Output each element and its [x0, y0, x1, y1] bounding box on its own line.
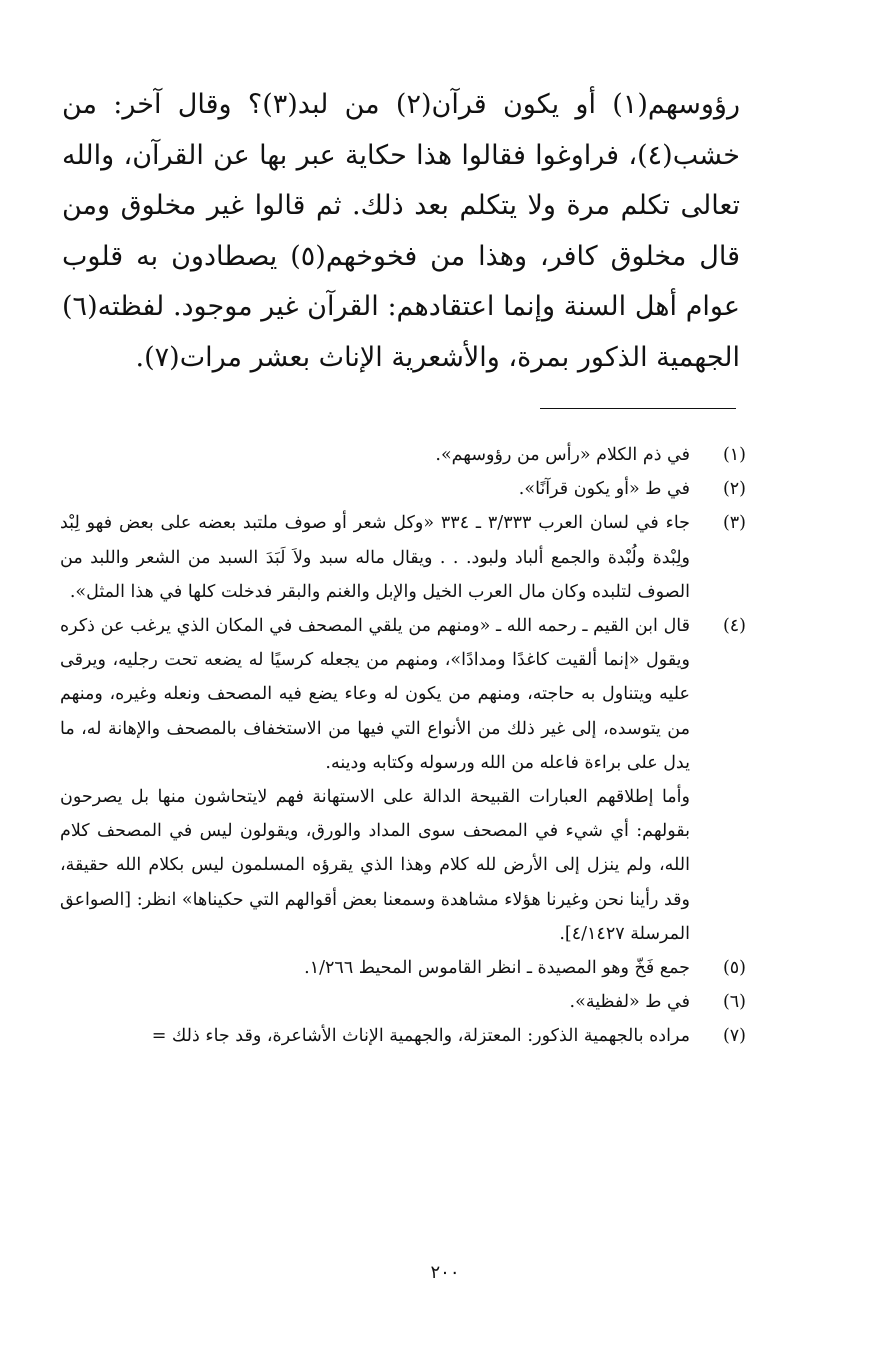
- footnote-number: (١): [722, 445, 746, 465]
- footnote-6: [60, 985, 746, 1019]
- main-text-block: [62, 80, 740, 383]
- footnote-text: جمع فَخّ وهو المصيدة ـ انظر القاموس المحيط ١/٢٦٦.: [304, 958, 690, 979]
- footnote-number: (٢): [722, 479, 746, 500]
- footnote-text: مراده بالجهمية الذكور: المعتزلة، والجهمية الإناث الأشاعرة، وقد جاء ذلك =: [151, 1026, 690, 1047]
- footnote-5: [60, 951, 746, 985]
- footnote-1: [60, 438, 746, 472]
- footnote-number: (٤): [722, 616, 746, 637]
- footnote-text: في ط «أو يكون قرآنًا».: [518, 479, 690, 500]
- footnote-number: (٦): [722, 992, 746, 1013]
- footnote-3: [60, 506, 746, 609]
- footnote-text: جاء في لسان العرب ٣/٣٣٣ ـ ٣٣٤ «وكل شعر أو صوف ملتبد بعضه على بعض فهو لِبْد ولِبْدة ولُبْدة والجمع ألباد ولبود. . . ويقال ماله سبد ولاَ لَبَدَ السبد من الشعر واللبد من الصوف لتلبده وكان مال العرب الخيل والإبل والغنم والبقر فدخلت كلها في هذا المثل».: [60, 513, 690, 602]
- main-paragraph: رؤوسهم(١) أو يكون قرآن(٢) من لبد(٣)؟ وقال آخر: من خشب(٤)، فراوغوا فقالوا هذا حكاية عبر بها عن القرآن، والله تعالى تكلم مرة ولا يتكلم بعد ذلك. ثم قالوا غير مخلوق ومن قال مخلوق كافر، وهذا من فخوخهم(٥) يصطادون به قلوب عوام أهل السنة وإنما اعتقادهم: القرآن غير موجود. لفظته(٦) الجهمية الذكور بمرة، والأشعرية الإناث بعشر مرات(٧).: [62, 89, 740, 373]
- footnote-number: (٣): [722, 513, 746, 534]
- footnote-4: [60, 609, 746, 780]
- footnote-7: [60, 1019, 746, 1053]
- footnotes: [60, 438, 746, 1054]
- footnote-text: قال ابن القيم ـ رحمه الله ـ «ومنهم من يلقي المصحف في المكان الذي يرغب عن ذكره ويقول «إنما ألقيت كاغدًا ومدادًا»، ومنهم من يجعله كرسيًا له يضعه تحت رجليه، ويرقى عليه ويتناول به حاجته، ومنهم من يكون له وعاء يضع فيه المصحف ونعله وغيره، ومنهم من يتوسده، إلى غير ذلك من الأنواع التي فيها من الاستخفاف بالمصحف والإهانة له، ما يدل على براءة فاعله من الله ورسوله وكتابه ودينه.: [60, 616, 690, 773]
- footnote-separator: [540, 408, 736, 409]
- footnote-2: [60, 472, 746, 506]
- footnote-number: (٧): [722, 1026, 746, 1047]
- footnote-number: (٥): [722, 958, 746, 979]
- footnote-4-continuation: [60, 780, 746, 951]
- page-number: ٢٠٠: [430, 1262, 460, 1283]
- footnote-text: في ط «لفظية».: [569, 992, 690, 1013]
- footnote-text: في ذم الكلام «رأس من رؤوسهم».: [435, 445, 690, 465]
- footnote-text: وأما إطلاقهم العبارات القبيحة الدالة على الاستهانة فهم لايتحاشون منها بل يصرحون بقولهم: أي شيء في المصحف سوى المداد والورق، ويقولون ليس في المصحف كلام الله، ولم ينزل إلى الأرض لله كلام وهذا الذي يقرؤه المسلمون ليس بكلام الله حقيقة، وقد رأينا نحن وغيرنا هؤلاء مشاهدة وسمعنا بعض أقوالهم التي حكيناها» انظر: [الصواعق المرسلة ٤/١٤٢٧].: [60, 787, 690, 944]
